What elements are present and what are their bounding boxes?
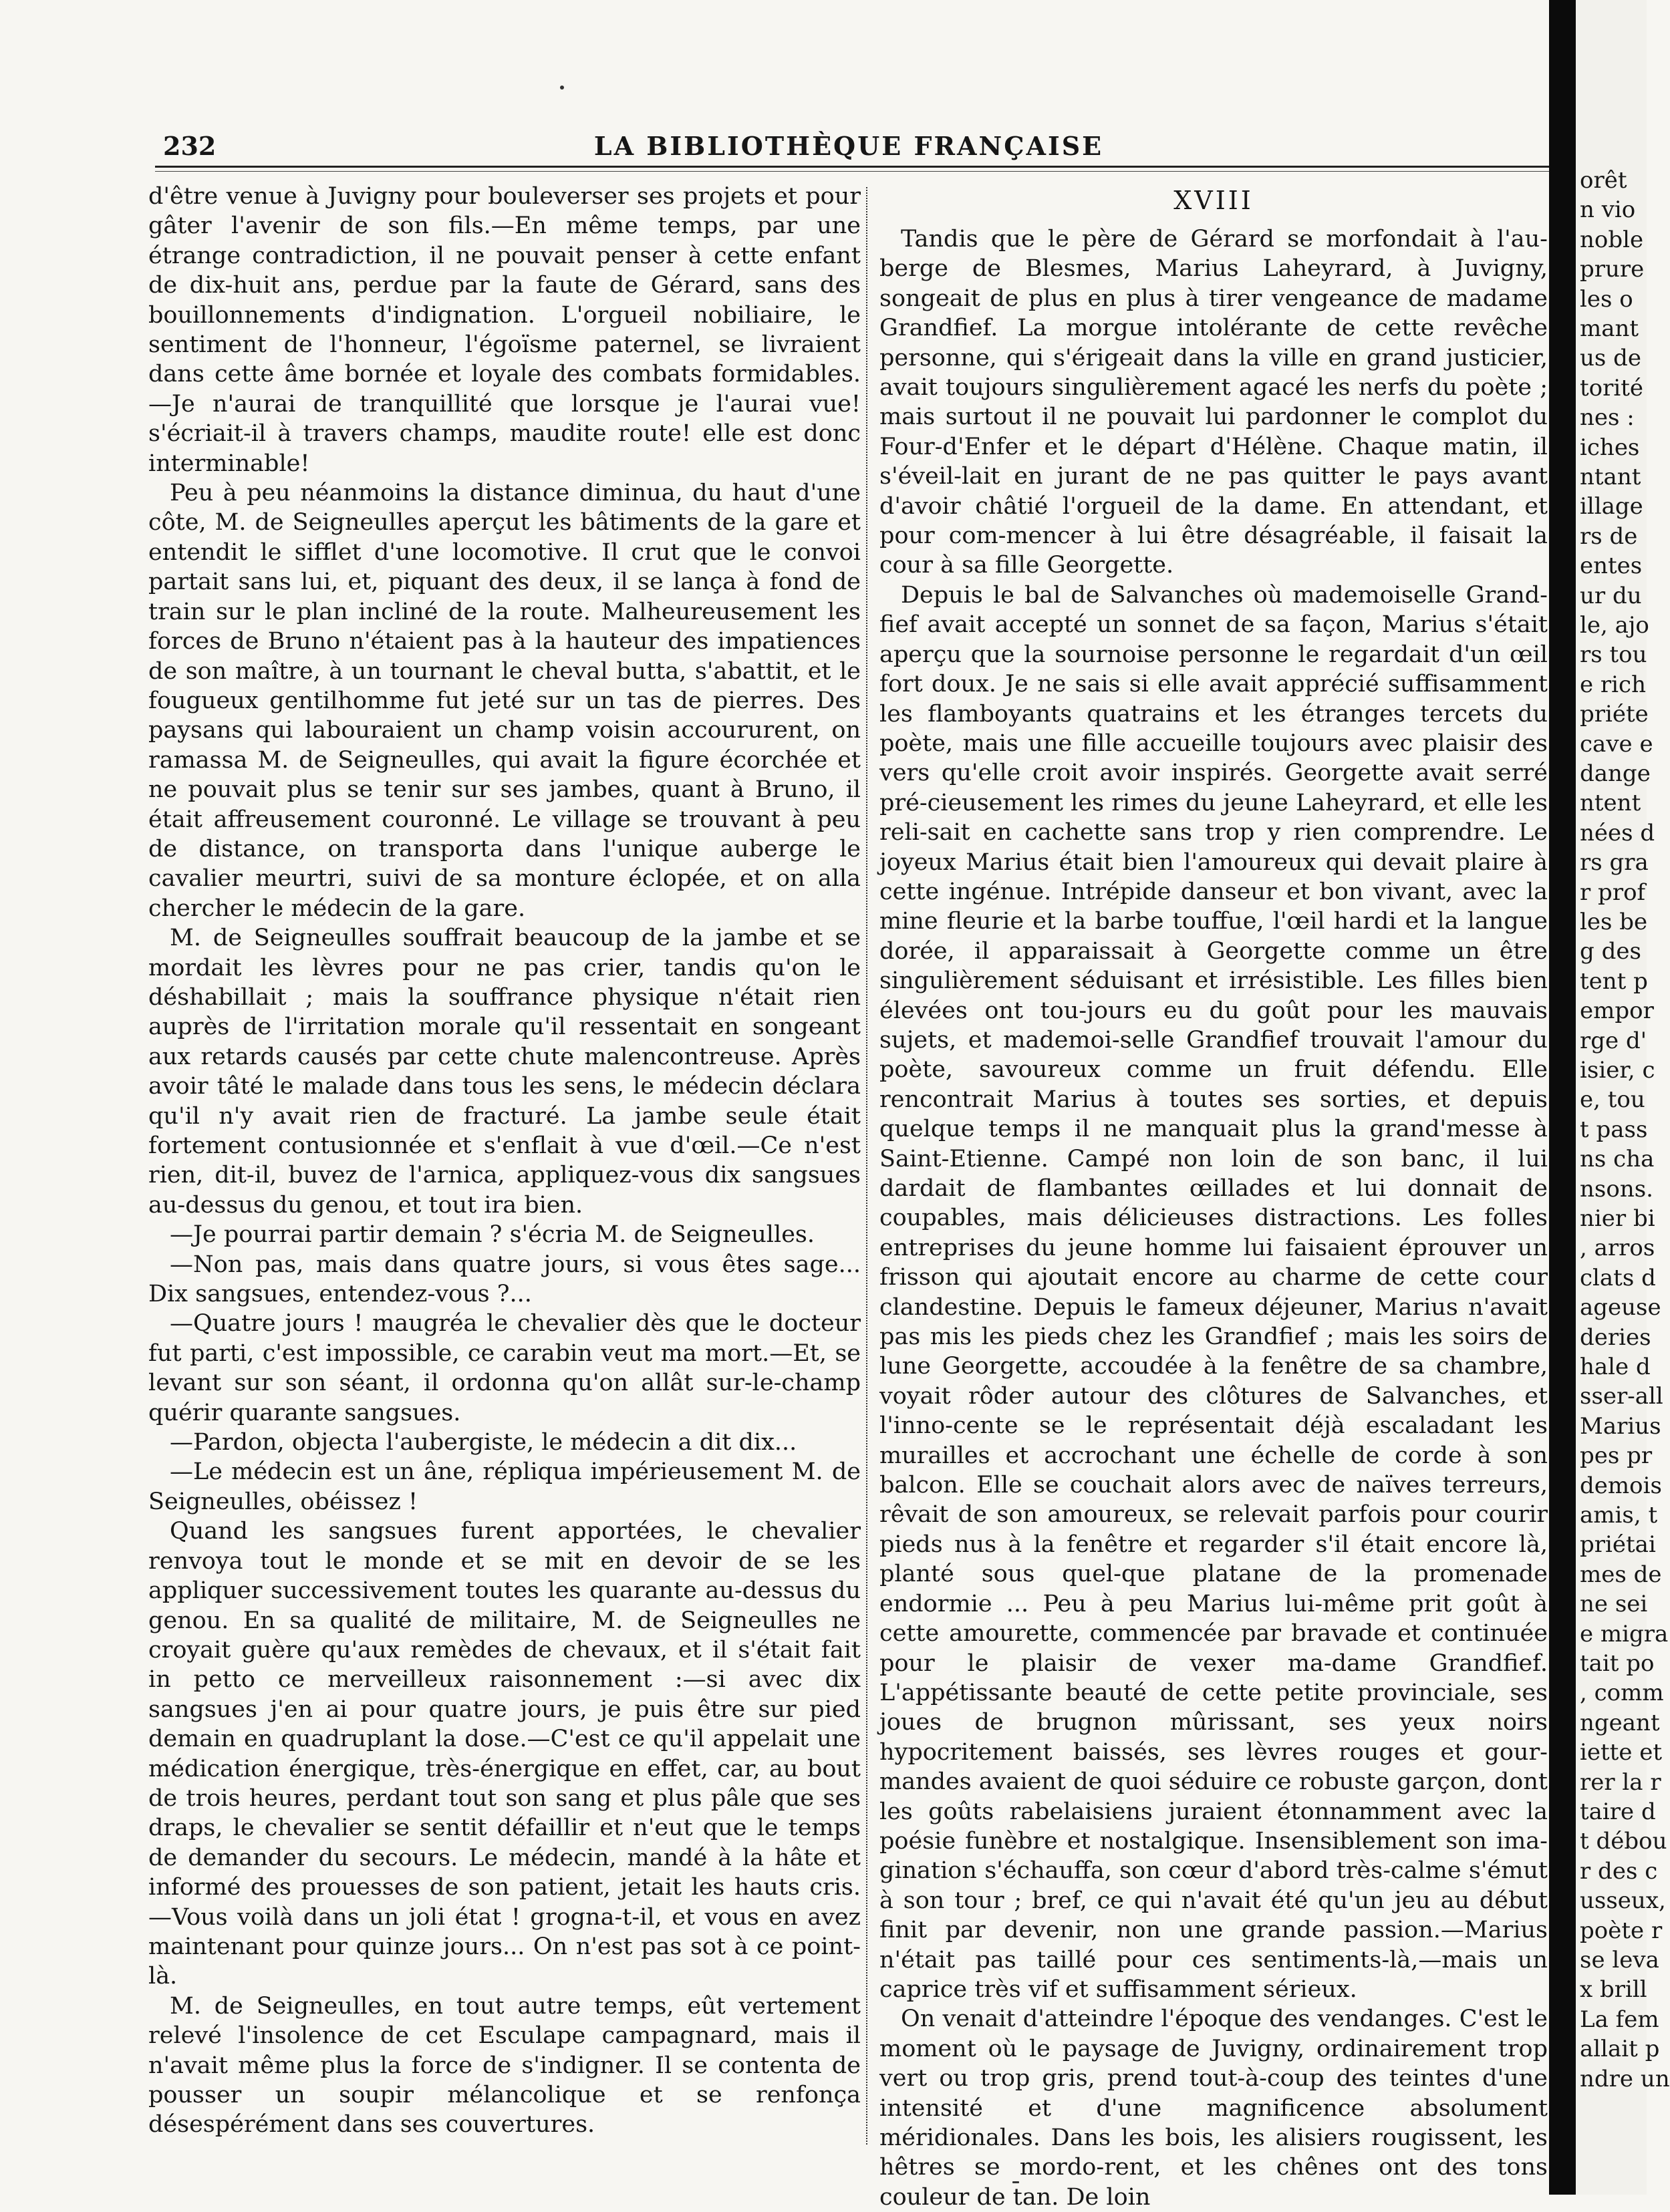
chapter-heading: XVIII — [1173, 186, 1254, 215]
page-header — [154, 131, 1544, 164]
facing-page-fragment: nsons. — [1580, 1175, 1653, 1203]
page-number: 232 — [163, 131, 217, 161]
right-column — [879, 182, 1548, 2212]
paragraph: M. de Seigneulles, en tout autre temps, eût vertement relevé l'insolence de cet Esculape campagnard, mais il n'avait même plus la force de s'indigner. Il se contenta de pousser un soupir mélancolique et se renfonça désespérément dans ses couvertures. — [148, 1992, 861, 2139]
facing-page-fragment: pes pr — [1580, 1442, 1653, 1470]
facing-page-fragment: nes : — [1580, 404, 1635, 432]
paragraph: d'être venue à Juvigny pour bouleverser ses projets et pour gâter l'avenir de son fils.—En même temps, par une étrange contradiction, il ne pouvait penser à cette enfant de dix-huit ans, perdue par la faute de Gérard, sans des bouillonnements d'indignation. L'orgueil nobiliaire, le sentiment de l'honneur, l'égoïsme paternel, se livraient dans cette âme bornée et loyale des combats formidables.—Je n'aurai de tranquillité que lorsque je l'aurai vue! s'écriait-il à travers champs, maudite route! elle est donc interminable! — [148, 183, 861, 477]
facing-page-fragment: usseux, — [1580, 1887, 1666, 1915]
facing-page-fragment: rer la r — [1580, 1768, 1661, 1796]
facing-page-fragment: les o — [1580, 285, 1633, 313]
facing-page-fragment: priéte — [1580, 701, 1649, 728]
paragraph: M. de Seigneulles souffrait beaucoup de la jambe et se mordait les lèvres pour ne pas crier, tandis qu'on le déshabillait ; mais la souffrance physique n'était rien auprès de l'irritation morale qu'il ressentait en songeant aux retards causés par cette chute malencontreuse. Après avoir tâté le malade dans tous les sens, le médecin déclara qu'il n'y avait rien de fracturé. La jambe seule était fortement contusionnée et s'enflait à vue d'œil.—Ce n'est rien, dit-il, buvez de l'arnica, appliquez-vous dix sangsues au-dessus du genou, et tout ira bien. — [148, 925, 861, 1219]
facing-page-fragment: e migra — [1580, 1620, 1669, 1647]
facing-page-fragment: La fem — [1580, 2006, 1659, 2033]
paragraph: Tandis que le père de Gérard se morfondait à l'au-berge de Blesmes, Marius Laheyrard, à Juvigny, songeait de plus en plus à tirer vengeance de madame Grandfief. La morgue intolérante de cette revêche personne, qui s'érigeait dans la ville en grand justicier, avait toujours singulièrement agacé les nerfs du poète ; mais surtout il ne pouvait lui pardonner le complot du Four-d'Enfer et le départ d'Hélène. Chaque matin, il s'éveil-lait en jurant de ne pas quitter le pays avant d'avoir châtié l'orgueil de la dame. En attendant, et pour com-mencer à lui être désagréable, il faisait la cour à sa fille Georgette. — [879, 226, 1548, 579]
facing-page-fragment: dange — [1580, 760, 1651, 787]
facing-page-fragment: clats d — [1580, 1264, 1656, 1291]
paragraph: —Pardon, objecta l'aubergiste, le médecin a dit dix... — [170, 1429, 797, 1456]
facing-page-fragment: hale d — [1580, 1354, 1651, 1380]
paragraph: —Quatre jours ! maugréa le chevalier dès que le docteur fut parti, c'est impossible, ce carabin veut ma mort.—Et, se levant sur son séant, il ordonna qu'on allât sur-le-champ quérir quarante sangsues. — [148, 1310, 861, 1426]
paragraph: On venait d'atteindre l'époque des vendanges. C'est le moment où le paysage de Juvigny, ordinairement trop vert ou trop gris, prend tout-à-coup des teintes d'une intensité et d'une magnificence absolument méridionales. Dans les bois, les alisiers rougissent, les hêtres se mordo-rent, et les chênes ont des tons couleur de tan. De loin — [879, 2006, 1548, 2211]
facing-page-fragment: rge d' — [1580, 1027, 1647, 1054]
facing-page-fragment: le, ajo — [1580, 612, 1649, 639]
facing-page-fragment: isier, c — [1580, 1057, 1655, 1084]
facing-page-fragment: cave e — [1580, 730, 1653, 758]
facing-page-fragment: e, tou — [1580, 1086, 1645, 1114]
facing-page-fragment: r des c — [1580, 1857, 1658, 1885]
facing-page-fragment: les be — [1580, 909, 1648, 935]
facing-page-fragment: rs tou — [1580, 641, 1647, 669]
facing-page-fragment: priétai — [1580, 1531, 1656, 1559]
facing-page-fragment: ntant — [1580, 464, 1641, 490]
facing-page-fragment: entes — [1580, 552, 1643, 580]
facing-page-fragment: ageuse — [1580, 1294, 1661, 1321]
header-rule — [155, 166, 1558, 168]
facing-page-fragment: ne sei — [1580, 1591, 1648, 1618]
speck — [1012, 2181, 1019, 2183]
facing-page-fragment: allait p — [1580, 2036, 1660, 2063]
running-title: LA BIBLIOTHÈQUE FRANÇAISE — [593, 131, 1104, 161]
facing-page-fragment: , arros — [1580, 1235, 1655, 1262]
facing-page-fragment: ngeant — [1580, 1709, 1660, 1736]
facing-page-fragment: rs gra — [1580, 849, 1649, 877]
facing-page-fragment: ns cha — [1580, 1146, 1655, 1173]
facing-page-fragment: Marius — [1580, 1412, 1661, 1440]
facing-page-fragment: deries — [1580, 1323, 1651, 1351]
facing-page-fragment: nées d — [1580, 819, 1655, 846]
paragraph: Depuis le bal de Salvanches où mademoiselle Grand-fief avait accepté un sonnet de sa façon, Marius s'était aperçu que la sournoise personne le regardait d'un œil fort doux. Je ne sais si elle avait apprécié suffisamment les flamboyants quatrains et les étranges tercets du poète, mais une fille accueille toujours avec plaisir des vers qu'elle croit avoir inspirés. Georgette avait serré pré-cieusement les rimes du jeune Laheyrard, et elle les reli-sait en cachette sans trop y rien comprendre. Le joyeux Marius était bien l'amoureux qui devait plaire à cette ingénue. Intrépide danseur et bon vivant, avec la mine fleurie et la barbe touffue, l'œil hardi et la langue dorée, il apparaissait à Georgette comme un être singulièrement séduisant et irrésistible. Les filles bien élevées ont tou-jours eu du goût pour les mauvais sujets, et mademoi-selle Grandfief trouvait l'amour du poète, savoureux comme un fruit défendu. Elle rencontrait Marius à toutes ses sorties, et depuis quelque temps il ne manquait plus la grand'messe à Saint-Etienne. Campé non loin de son banc, il lui dardait de flambantes œillades et lui donnait de coupables, mais délicieuses distractions. Les folles entreprises du jeune homme lui faisaient éprouver un frisson qui ajoutait encore au charme de cette cour clandestine. Depuis le fameux déjeuner, Marius n'avait pas mis les pieds chez les Grandfief ; mais les soirs de lune Georgette, accoudée à la fenêtre de sa chambre, voyait rôder autour des clôtures de Salvanches, et l'inno-cente se le représentait déjà escaladant les murailles et accrochant une échelle de corde à son balcon. Elle se couchait alors avec de naïves terreurs, rêvait de son amoureux, se relevait parfois pour courir pieds nus à la fenêtre et regarder s'il était encore là, planté sous quel-que platane de la promenade endormie ... Peu à peu Marius lui-même prit goût à cette amourette, commencée par bravade et continuée pour le plaisir de vexer ma-dame Grandfief. L'appétissante beauté de cette petite provinciale, ses joues de brugnon mûrissant, ses yeux noirs hypocritement baissés, ses lèvres rouges et gour-mandes avaient de quoi séduire ce robuste garçon, dont les goûts rabelaisiens juraient étonnamment avec la poésie funèbre et nostalgique. Insensiblement son ima-gination s'échauffa, son cœur d'abord très-calme s'émut à son tour ; bref, ce qui n'avait été qu'un jeu au début finit par devenir, non une grande passion.—Marius n'était pas taillé pour ces sentiments-là,—mais un caprice très vif et suffisamment sérieux. — [879, 581, 1548, 2003]
paragraph: Peu à peu néanmoins la distance diminua, du haut d'une côte, M. de Seigneulles aperçut les bâtiments de la gare et entendit le sifflet d'une locomotive. Il crut que le convoi partait sans lui, et, piquant des deux, il se lança à fond de train sur le plan incliné de la route. Malheureusement les forces de Bruno n'étaient pas à la hauteur des impatiences de son maître, à un tournant le cheval butta, s'abattit, et le fougueux gentilhomme fut jeté sur un tas de pierres. Des paysans qui labouraient un champ voisin accoururent, on ramassa M. de Seigneulles, qui avait la figure écorchée et ne pouvait plus se tenir sur ses jambes, quant à Bruno, il était affreusement couronné. Le village se trouvant à peu de distance, on transporta dans l'unique auberge le cavalier meurtri, suivi de sa monture éclopée, et on alla chercher le médecin de la gare. — [148, 480, 861, 922]
facing-page-fragment: ur du — [1580, 582, 1642, 609]
facing-page-fragment: nier bi — [1580, 1205, 1655, 1232]
facing-page-fragment: mes de — [1580, 1561, 1662, 1588]
paragraph: Quand les sangsues furent apportées, le chevalier renvoya tout le monde et se mit en devoir de se les appliquer successivement toutes les quarante au-dessus du genou. En sa qualité de militaire, M. de Seigneulles ne croyait guère qu'aux remèdes de chevaux, et il s'était fait in petto ce merveilleux raisonnement :—si avec dix sangsues j'en ai pour quatre jours, je puis être sur pied demain en quadruplant la dose.—C'est ce qu'il appelait une médication énergique, très-énergique en effet, car, au bout de trois heures, perdant tout son sang et plus pâle que ses draps, le chevalier se sentit défaillir et n'eut que le temps de demander du secours. Le médecin, mandé à la hâte et informé des prouesses de son patient, jetait les hauts cris.—Vous voilà dans un joli état ! grogna-t-il, et vous en avez maintenant pour quinze jours... On n'est pas sot à ce point-là. — [148, 1518, 861, 1990]
facing-page-fragment: poète r — [1580, 1917, 1663, 1944]
left-column — [148, 182, 861, 2140]
facing-page-fragment: , comm — [1580, 1680, 1664, 1707]
facing-page-fragment: tait po — [1580, 1650, 1655, 1677]
facing-page-fragment: prure — [1580, 256, 1645, 283]
facing-page-fragment: us de — [1580, 345, 1642, 372]
paragraph: —Je pourrai partir demain ? s'écria M. de Seigneulles. — [170, 1221, 815, 1249]
facing-page-fragment: iette et — [1580, 1739, 1663, 1766]
facing-page-fragment: taire d — [1580, 1798, 1656, 1825]
facing-page-fragment: empor — [1580, 997, 1654, 1025]
facing-page-fragment: e rich — [1580, 671, 1646, 698]
facing-page-fragment: ntent — [1580, 790, 1641, 817]
facing-page-fragment: tent p — [1580, 967, 1648, 995]
facing-page-fragment: se leva — [1580, 1947, 1659, 1973]
speck — [560, 86, 564, 90]
facing-page-fragment: t pass — [1580, 1116, 1648, 1143]
column-divider — [866, 187, 867, 2145]
facing-page-edge — [1576, 0, 1670, 2195]
facing-page-fragment: iches — [1580, 434, 1640, 461]
facing-page-fragment: illage — [1580, 493, 1643, 520]
paragraph: —Le médecin est un âne, répliqua impérieusement M. de Seigneulles, obéissez ! — [148, 1458, 861, 1515]
facing-page-fragment: r prof — [1580, 879, 1646, 906]
header-rule-thin — [155, 171, 1558, 172]
facing-page-fragment: sser-all — [1580, 1383, 1663, 1410]
facing-page-fragment: g des — [1580, 938, 1641, 965]
facing-page-fragment: mant — [1580, 315, 1639, 342]
facing-page-fragment: amis, t — [1580, 1502, 1658, 1529]
facing-page-fragment: demois — [1580, 1472, 1662, 1499]
facing-page-fragment: orêt — [1580, 167, 1627, 194]
facing-page-fragment: x brill — [1580, 1976, 1647, 2004]
facing-page-fragment: noble — [1580, 226, 1644, 253]
facing-page-fragment: t débou — [1580, 1828, 1667, 1855]
paragraph: —Non pas, mais dans quatre jours, si vous êtes sage... Dix sangsues, entendez-vous ?... — [148, 1251, 861, 1308]
binding-shadow — [1549, 0, 1576, 2195]
facing-page-fragment: ndre un — [1580, 2065, 1670, 2092]
facing-page-fragment: rs de — [1580, 522, 1638, 550]
facing-page-fragment: n vio — [1580, 196, 1636, 224]
facing-page-fragment: torité — [1580, 374, 1644, 402]
